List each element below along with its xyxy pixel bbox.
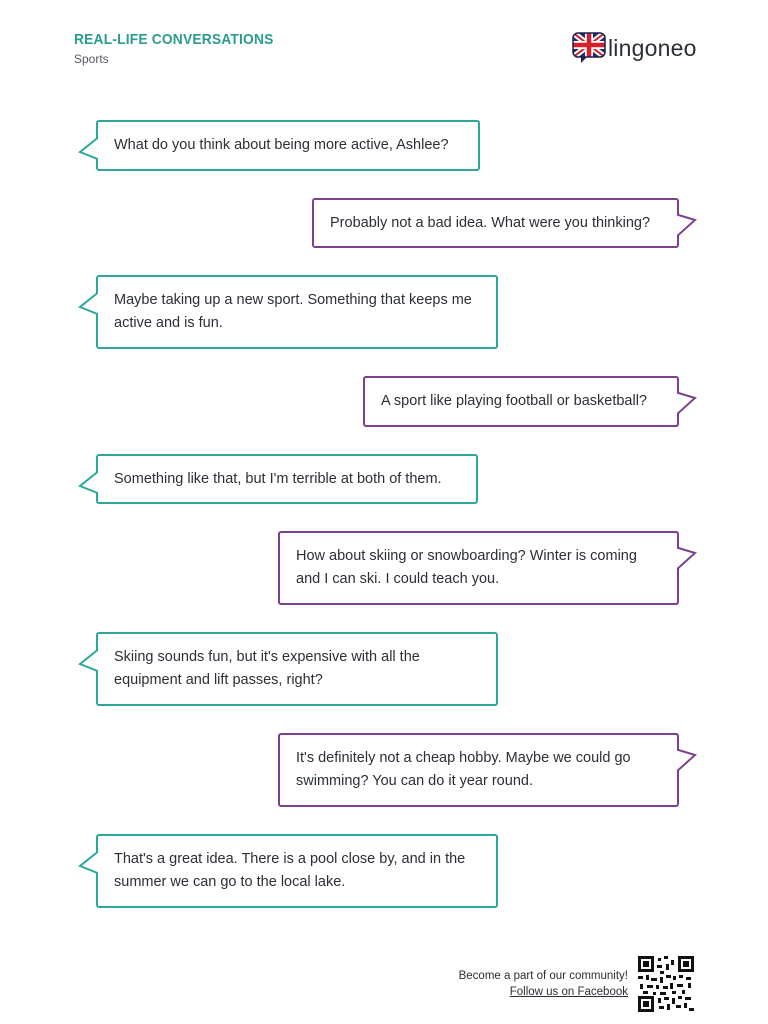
message-bubble-speaker-a [96,275,498,349]
message-bubble-speaker-b [312,198,679,248]
message-bubble-speaker-b [278,531,679,605]
speech-tail-icon [78,848,98,878]
brand-logo[interactable] [572,32,697,64]
message-text: That's a great idea. There is a pool close by, and in the summer we can go to the local lake. [114,851,466,890]
message-bubble-speaker-a [96,834,498,908]
qr-code-icon[interactable] [638,956,694,1012]
speech-tail-icon [677,390,697,420]
message-text: How about skiing or snowboarding? Winter is coming and I can ski. I could teach you. [296,548,637,587]
uk-flag-speech-bubble-icon [572,32,606,64]
speech-tail-icon [677,545,697,575]
facebook-link[interactable]: Follow us on Facebook [509,986,628,998]
page-subtitle: Sports [74,52,109,66]
speech-tail-icon [78,468,98,498]
page-title: REAL-LIFE CONVERSATIONS [74,31,274,48]
brand-logo-text: lingoneo [608,34,697,61]
speech-tail-icon [78,646,98,676]
message-text: It's definitely not a cheap hobby. Maybe we could go swimming? You can do it year round. [296,750,631,789]
message-text: Maybe taking up a new sport. Something that keeps me active and is fun. [114,292,472,331]
message-bubble-speaker-a [96,120,480,171]
message-text: What do you think about being more active, Ashlee? [114,137,449,153]
message-text: A sport like playing football or basketball? [381,393,647,409]
speech-tail-icon [677,212,697,242]
message-bubble-speaker-a [96,454,478,504]
message-text: Skiing sounds fun, but it's expensive with all the equipment and lift passes, right? [114,649,420,688]
message-text: Something like that, but I'm terrible at both of them. [114,470,442,487]
message-bubble-speaker-b [363,376,679,427]
footer-community [459,968,628,1000]
message-bubble-speaker-a [96,632,498,706]
speech-tail-icon [78,134,98,164]
message-text: Probably not a bad idea. What were you thinking? [330,214,651,231]
message-bubble-speaker-b [278,733,679,807]
footer-community-text: Become a part of our community! [458,970,628,982]
speech-tail-icon [78,289,98,319]
speech-tail-icon [677,747,697,777]
